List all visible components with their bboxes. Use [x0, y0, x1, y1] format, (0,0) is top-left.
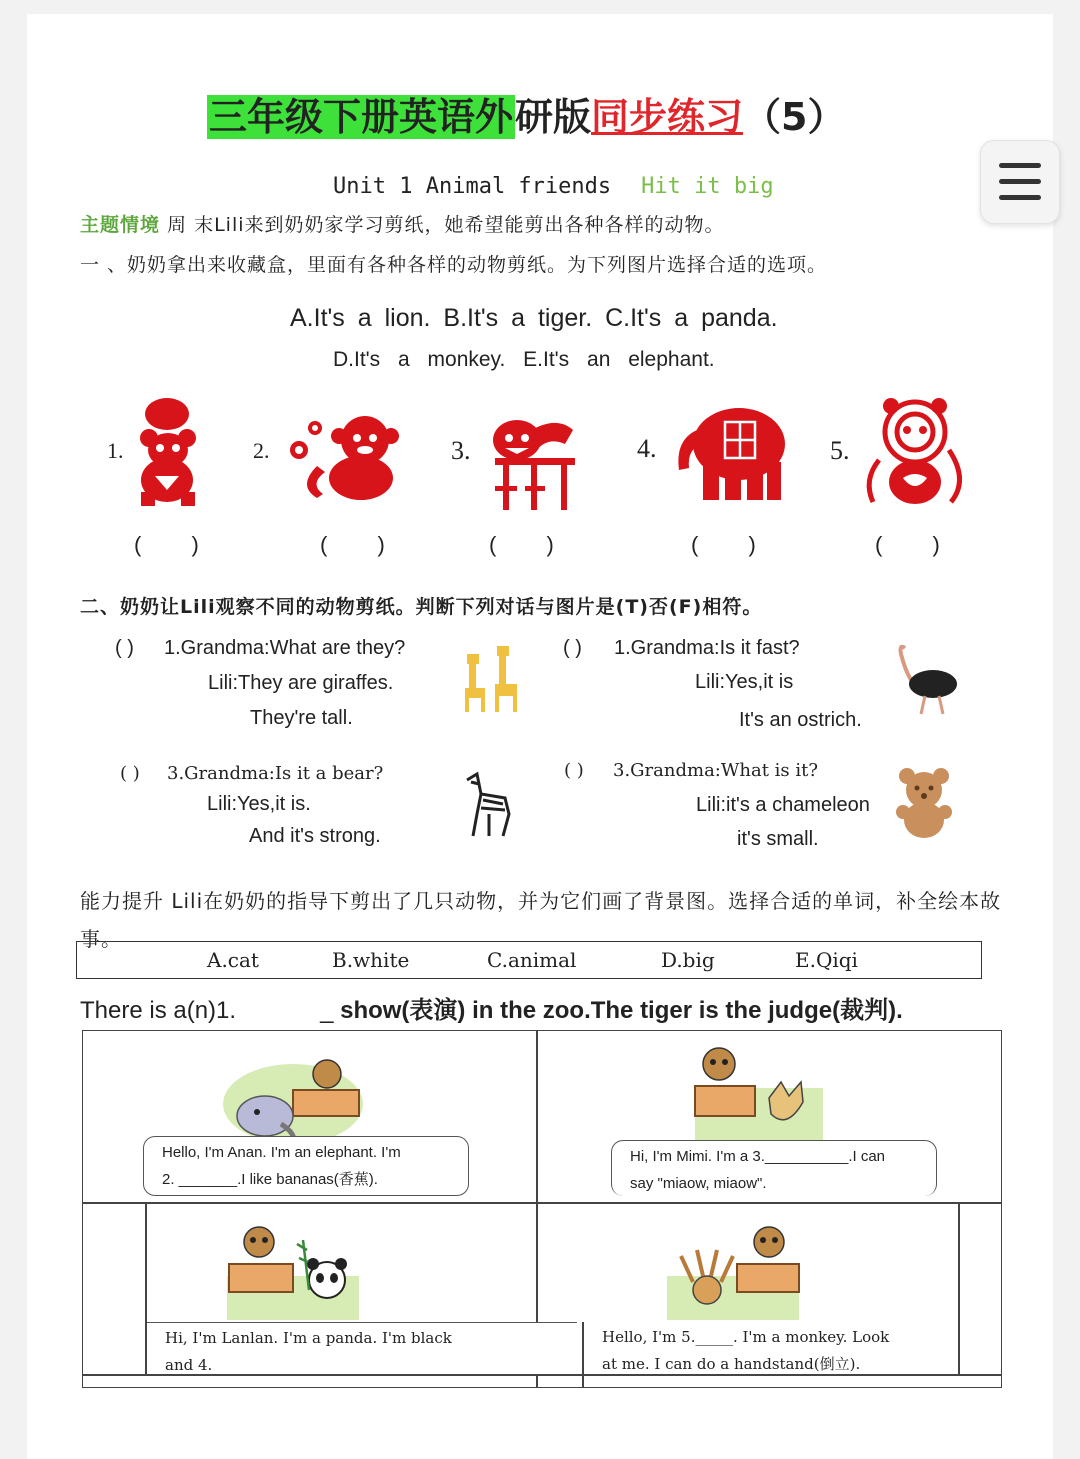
- answer-paren-4[interactable]: ( ): [691, 532, 756, 557]
- q3-line1: 3.Grandma:Is it a bear?: [167, 763, 384, 784]
- section1-instruction: 一 、奶奶拿出来收藏盒，里面有各种各样的动物剪纸。为下列图片选择合适的选项。: [80, 254, 828, 276]
- theme-text: 周 末Lili来到奶奶家学习剪纸，她希望能剪出各种各样的动物。: [160, 214, 725, 236]
- speech-bubble-anan: [143, 1136, 469, 1196]
- item-number-4: 4.: [637, 434, 657, 463]
- tiger-cat-illustration: [689, 1038, 829, 1142]
- unit-label: Unit 1 Animal friends: [333, 174, 612, 199]
- section1-options-line2: D.It's a monkey. E.It's an elephant.: [333, 348, 715, 371]
- giraffe-icon: [461, 644, 523, 714]
- menu-icon-bar-3: [999, 195, 1041, 200]
- story-rest: show(表演) in the zoo.The tiger is the judge(裁判).: [340, 997, 903, 1024]
- title-highlight: 三年级下册英语外: [209, 95, 514, 139]
- menu-icon: [999, 163, 1041, 168]
- speech-bubble-mimi: [611, 1140, 937, 1196]
- word-option-b: B.white: [332, 948, 410, 972]
- q1-line2: Lili:They are giraffes.: [208, 672, 394, 694]
- answer-paren-3[interactable]: ( ): [489, 532, 554, 557]
- unit-heading: [333, 174, 774, 199]
- floating-menu-button[interactable]: [980, 140, 1060, 224]
- panda-papercut-icon: [127, 392, 209, 510]
- q2-line2: Lili:Yes,it is: [695, 671, 794, 693]
- ostrich-icon: [895, 640, 961, 716]
- answer-paren-5[interactable]: ( ): [875, 532, 940, 557]
- q2-line3: It's an ostrich.: [739, 709, 862, 731]
- word-bank: [76, 941, 982, 979]
- bubble2-line2: say "miaow, miaow".: [630, 1175, 767, 1192]
- section1-options-line1: A.It's a lion. B.It's a tiger. C.It's a panda.: [290, 304, 778, 332]
- q4-paren[interactable]: ( ): [564, 760, 584, 781]
- lion-papercut-icon: [859, 390, 969, 512]
- bubble1-line1: Hello, I'm Anan. I'm an elephant. I'm: [162, 1144, 401, 1161]
- word-option-a: A.cat: [207, 948, 259, 972]
- q1-line1: 1.Grandma:What are they?: [164, 637, 406, 659]
- q1-line3: They're tall.: [250, 707, 353, 729]
- worksheet-page: [27, 14, 1053, 1459]
- menu-icon-bar-2: [999, 179, 1041, 184]
- answer-paren-1[interactable]: ( ): [134, 532, 199, 557]
- bubble2-line1[interactable]: Hi, I'm Mimi. I'm a 3.__________.I can: [630, 1148, 886, 1165]
- word-option-d: D.big: [661, 948, 715, 972]
- answer-paren-2[interactable]: ( ): [320, 532, 385, 557]
- bubble1-line2[interactable]: 2. _______.I like bananas(香蕉).: [162, 1171, 378, 1188]
- item-number-1: 1.: [107, 438, 124, 463]
- bear-icon: [895, 766, 953, 840]
- story-start: There is a(n)1.: [80, 997, 237, 1024]
- grid-inner-right: [958, 1202, 960, 1374]
- item-number-3: 3.: [451, 436, 471, 465]
- story-sentence: [80, 990, 903, 1025]
- story-blank[interactable]: _: [320, 997, 334, 1024]
- section2-instruction: 二、奶奶让Lili观察不同的动物剪纸。判断下列对话与图片是(T)否(F)相符。: [80, 596, 763, 618]
- theme-line: [80, 210, 725, 237]
- theme-label: 主题情境: [80, 214, 161, 236]
- bubble3-line2[interactable]: and 4.: [165, 1356, 213, 1374]
- q2-line1: 1.Grandma:Is it fast?: [614, 637, 800, 659]
- word-option-c: C.animal: [487, 948, 577, 972]
- tiger-monkey-illustration: [663, 1220, 803, 1320]
- q4-line2: Lili:it's a chameleon: [696, 794, 870, 816]
- title-number: （5）: [743, 95, 846, 139]
- q2-paren[interactable]: ( ): [563, 637, 582, 659]
- q3-paren[interactable]: ( ): [120, 763, 140, 784]
- word-option-e: E.Qiqi: [795, 948, 858, 972]
- q3-line2: Lili:Yes,it is.: [207, 793, 311, 815]
- title-middle: 研版: [515, 95, 592, 139]
- elephant-papercut-icon: [673, 400, 785, 504]
- bubble4-line2: at me. I can do a handstand(倒立).: [602, 1355, 861, 1373]
- tiger-panda-illustration: [223, 1220, 363, 1320]
- q4-line3: it's small.: [737, 828, 819, 850]
- q1-paren[interactable]: ( ): [115, 637, 134, 659]
- monkey-papercut-icon: [287, 406, 409, 506]
- item-number-2: 2.: [253, 438, 270, 463]
- title-red: 同步练习: [591, 95, 744, 139]
- bubble3-line1: Hi, I'm Lanlan. I'm a panda. I'm black: [165, 1329, 452, 1347]
- speech-bubble-monkey: [584, 1322, 958, 1374]
- speech-bubble-lanlan: [147, 1322, 577, 1374]
- zebra-icon: [459, 770, 519, 840]
- tiger-papercut-icon: [485, 404, 581, 512]
- extension-instruction: 能力提升 Lili在奶奶的指导下剪出了几只动物，并为它们画了背景图。选择合适的单词，补全绘本故事。: [80, 889, 1002, 951]
- page-title: [207, 86, 846, 141]
- bubble4-line1[interactable]: Hello, I'm 5._____. I'm a monkey. Look: [602, 1328, 890, 1346]
- q4-line1: 3.Grandma:What is it?: [613, 760, 819, 781]
- elephant-tiger-illustration: [223, 1044, 363, 1144]
- q3-line3: And it's strong.: [249, 825, 381, 847]
- unit-subtitle: Hit it big: [641, 174, 774, 199]
- grid-divider-horizontal: [82, 1202, 1002, 1204]
- item-number-5: 5.: [830, 436, 850, 465]
